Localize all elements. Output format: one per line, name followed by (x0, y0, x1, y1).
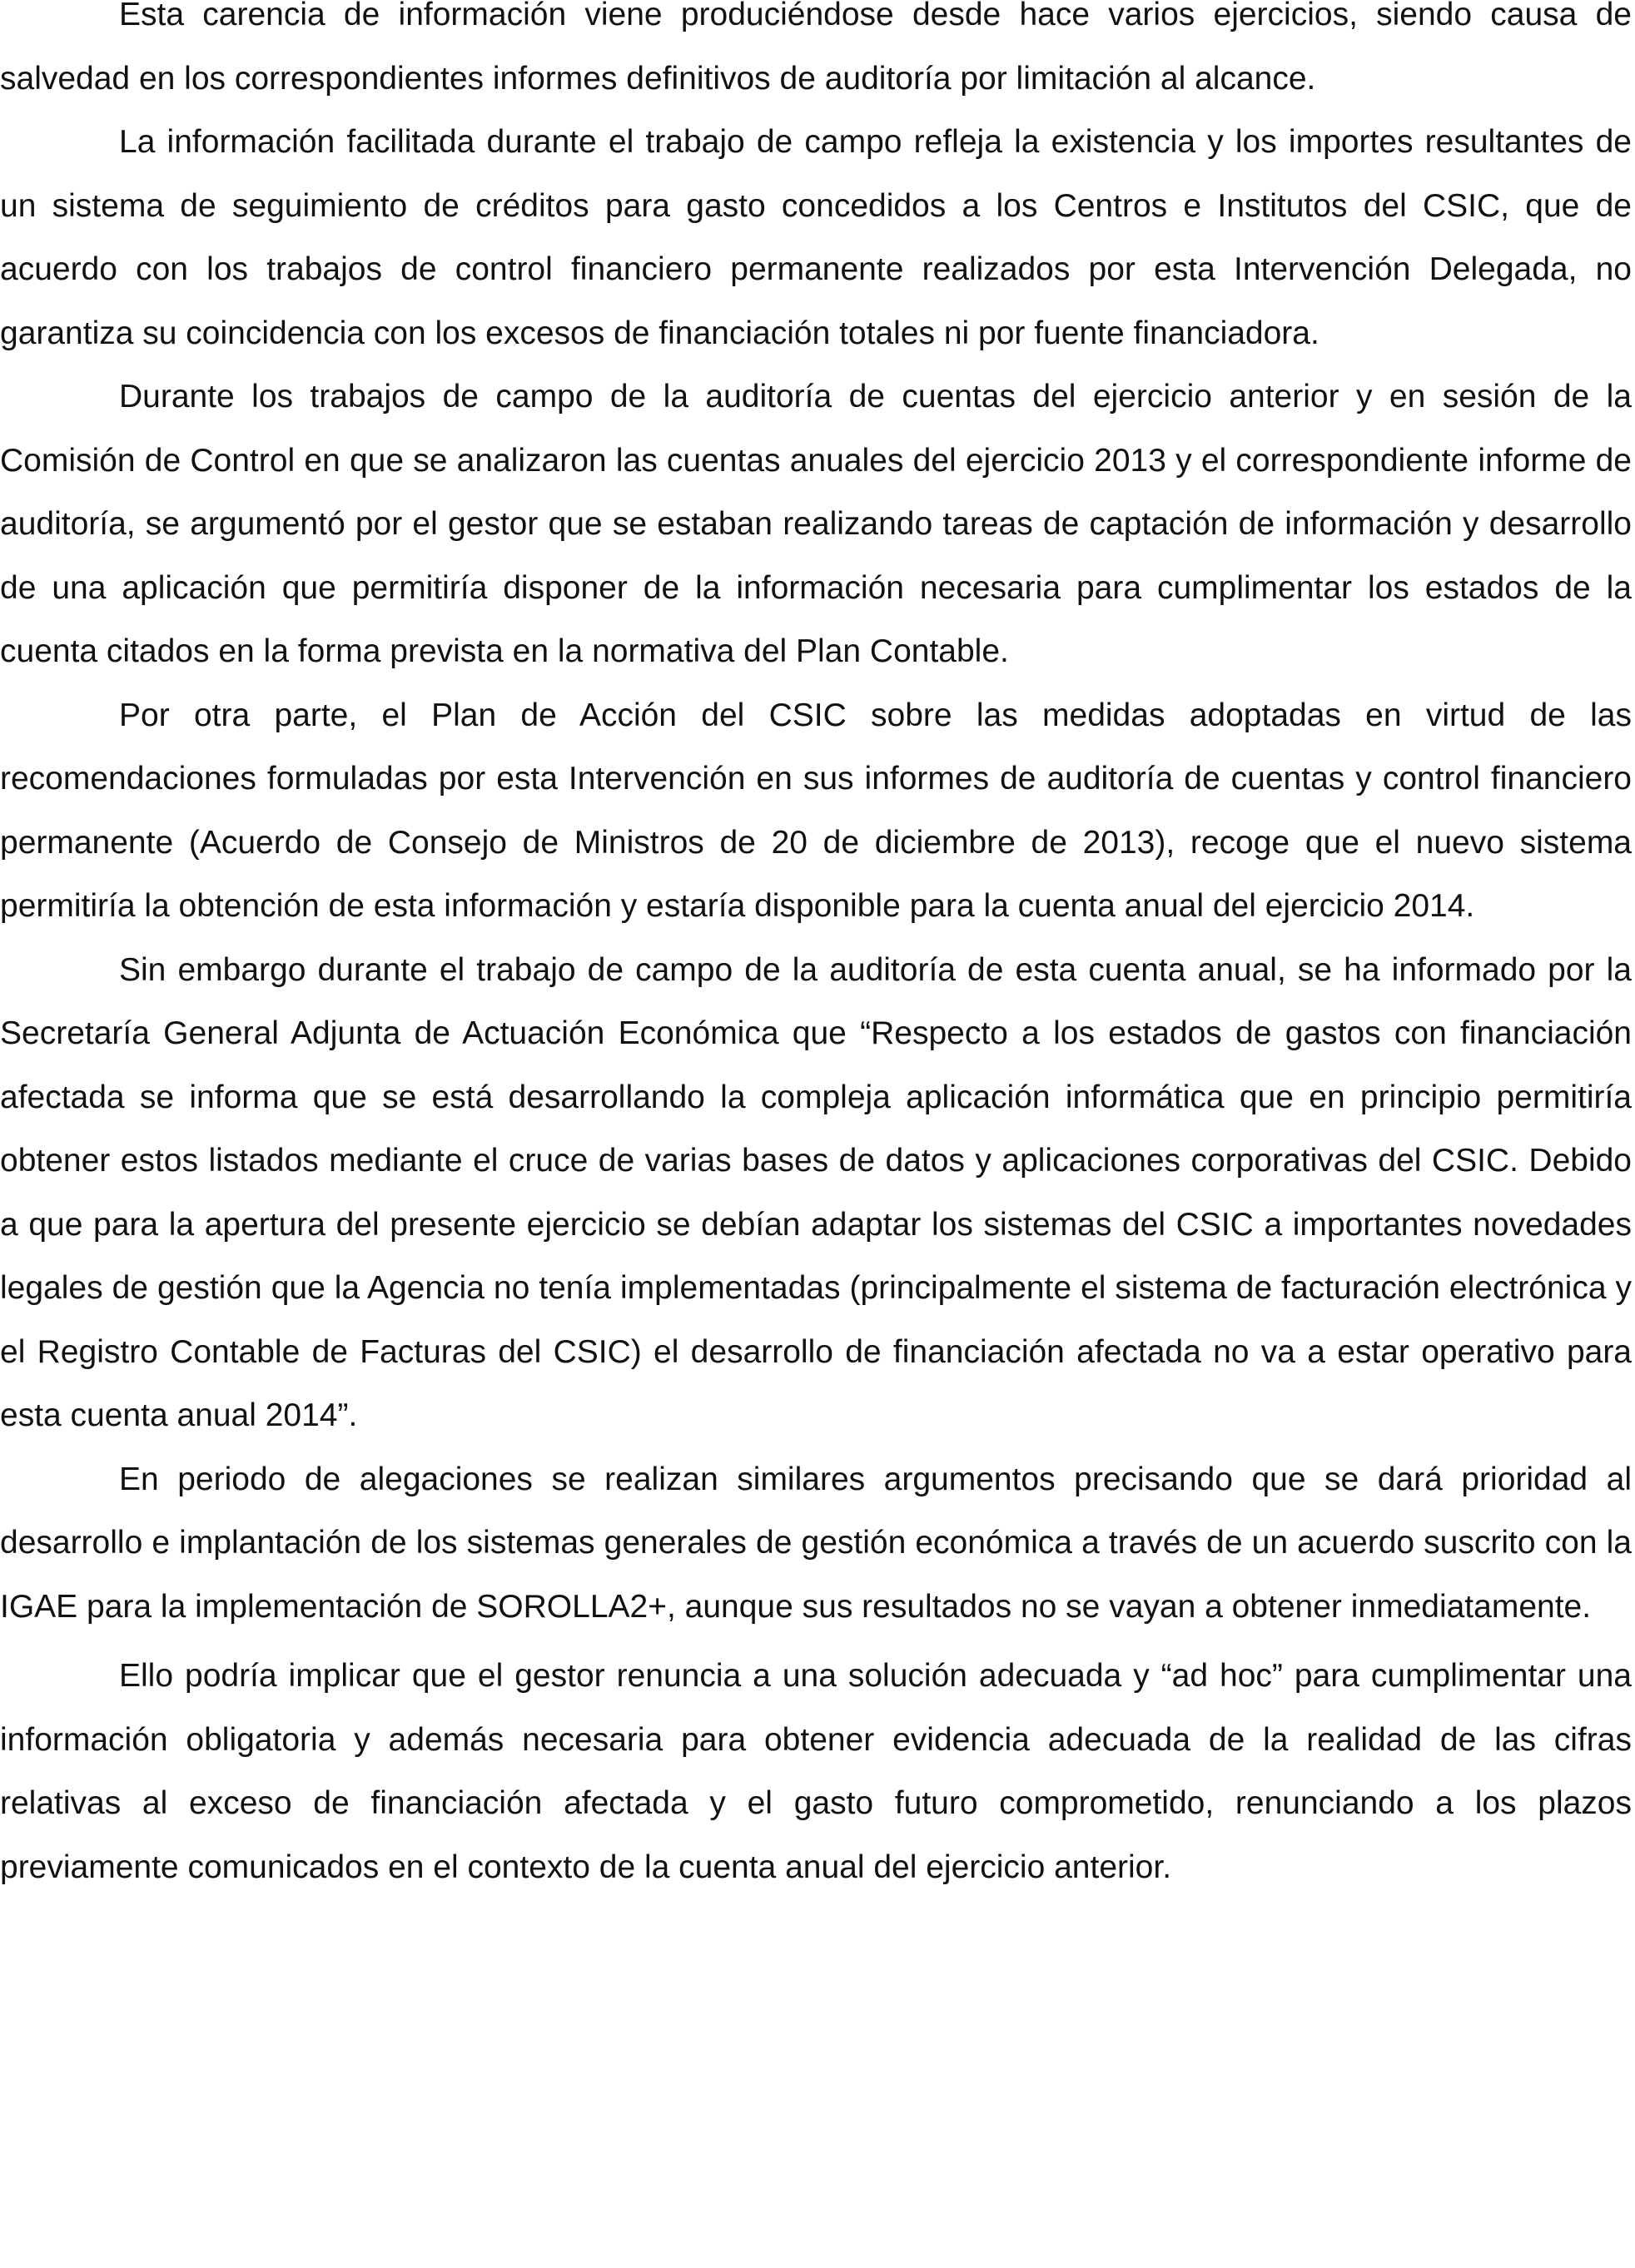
paragraph-4: Por otra parte, el Plan de Acción del CSIC sobre las medidas adoptadas en virtud de las recomendaciones formuladas por esta Intervención en sus informes de auditoría de cuentas y control financiero permanente (Acuerdo de Consejo de Ministros de 20 de diciembre de 2013), recoge que el nuevo sistema permitiría la obtención de esta información y estaría disponible para la cuenta anual del ejercicio 2014. (0, 697, 1632, 924)
paragraph-5: Sin embargo durante el trabajo de campo de la auditoría de esta cuenta anual, se ha informado por la Secretaría General Adjunta de Actuación Económica que “Respecto a los estados de gastos con financiación afectada se informa que se está desarrollando la compleja aplicación informática que en principio permitiría obtener estos listados mediante el cruce de varias bases de datos y aplicaciones corporativas del CSIC. Debido a que para la apertura del presente ejercicio se debían adaptar los sistemas del CSIC a importantes novedades legales de gestión que la Agencia no tenía implementadas (principalmente el sistema de facturación electrónica y el Registro Contable de Facturas del CSIC) el desarrollo de financiación afectada no va a estar operativo para esta cuenta anual 2014”. (0, 951, 1632, 1433)
paragraph-7: Ello podría implicar que el gestor renuncia a una solución adecuada y “ad hoc” para cumplimentar una información obligatoria y además necesaria para obtener evidencia adecuada de la realidad de las cifras relativas al exceso de financiación afectada y el gasto futuro comprometido, renunciando a los plazos previamente comunicados en el contexto de la cuenta anual del ejercicio anterior. (0, 1658, 1632, 1885)
paragraph-3: Durante los trabajos de campo de la auditoría de cuentas del ejercicio anterior y en sesión de la Comisión de Control en que se analizaron las cuentas anuales del ejercicio 2013 y el correspondiente informe de auditoría, se argumentó por el gestor que se estaban realizando tareas de captación de información y desarrollo de una aplicación que permitiría disponer de la información necesaria para cumplimentar los estados de la cuenta citados en la forma prevista en la normativa del Plan Contable. (0, 379, 1632, 669)
paragraph-6: En periodo de alegaciones se realizan similares argumentos precisando que se dará prioridad al desarrollo e implantación de los sistemas generales de gestión económica a través de un acuerdo suscrito con la IGAE para la implementación de SOROLLA2+, aunque sus resultados no se vayan a obtener inmediatamente. (0, 1461, 1632, 1625)
paragraph-1: Esta carencia de información viene produciéndose desde hace varios ejercicios, siendo causa de salvedad en los correspondientes informes definitivos de auditoría por limitación al alcance. (0, 0, 1632, 97)
paragraph-2: La información facilitada durante el trabajo de campo refleja la existencia y los importes resultantes de un sistema de seguimiento de créditos para gasto concedidos a los Centros e Institutos del CSIC, que de acuerdo con los trabajos de control financiero permanente realizados por esta Intervención Delegada, no garantiza su coincidencia con los excesos de financiación totales ni por fuente financiadora. (0, 124, 1632, 351)
